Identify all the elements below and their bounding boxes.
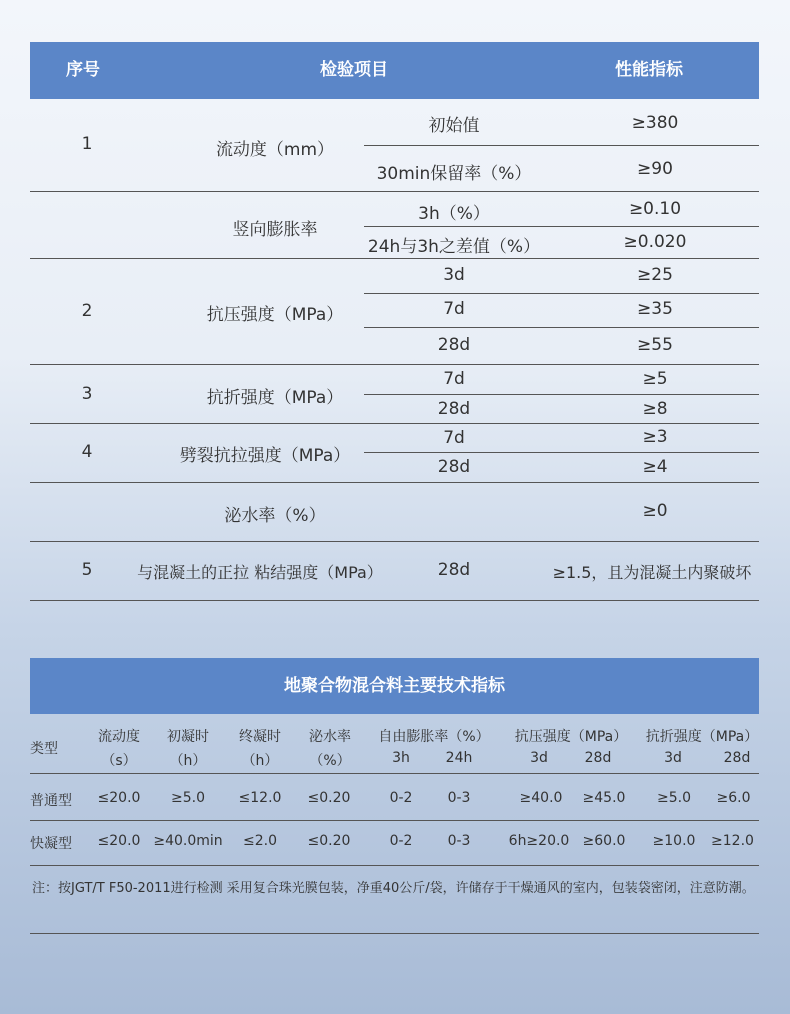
cell-flow: ≤20.0 <box>97 790 141 806</box>
col-flexural-28d: 28d <box>723 750 751 766</box>
row5-name: 劈裂抗拉强度（MPa） <box>179 446 351 466</box>
table-header <box>30 42 759 99</box>
divider <box>30 258 759 259</box>
row3-sub-a: 3d <box>443 265 465 285</box>
cell-flex-28d: ≥6.0 <box>716 790 751 806</box>
col-init-unit: （h） <box>169 753 207 769</box>
row-type: 快凝型 <box>30 836 72 852</box>
row1-no: 1 <box>81 134 93 154</box>
cell-comp-3d: 6h≥20.0 <box>508 833 570 849</box>
footnote: 注：按JGT/T F50-2011进行检测 采用复合珠光膜包装，净重40公斤/袋，许储存于干燥通风的室内，包装袋密闭，注意防潮。 <box>32 881 755 896</box>
cell-init: ≥5.0 <box>171 790 205 806</box>
row4-sub-a: 7d <box>443 369 465 389</box>
row1-name: 流动度（mm） <box>215 140 335 160</box>
divider <box>30 191 759 192</box>
divider <box>30 482 759 483</box>
col-bleed: 泌水率 <box>309 729 351 745</box>
row3-val-b: ≥35 <box>637 299 673 319</box>
col-expansion-24h: 24h <box>445 750 473 766</box>
divider <box>364 394 759 395</box>
col-compressive-28d: 28d <box>584 750 612 766</box>
row2-sub-a: 3h（%） <box>418 204 490 224</box>
row6-name: 泌水率（%） <box>224 506 326 526</box>
table2-title-bar <box>30 658 759 714</box>
cell-flow: ≤20.0 <box>97 833 141 849</box>
header-no: 序号 <box>66 60 100 80</box>
row2-val-b: ≥0.020 <box>623 232 687 252</box>
cell-flex-3d: ≥10.0 <box>652 833 696 849</box>
divider <box>30 865 759 866</box>
cell-exp-3h: 0-2 <box>389 833 413 849</box>
cell-flex-28d: ≥12.0 <box>711 833 754 849</box>
cell-comp-28d: ≥60.0 <box>582 833 626 849</box>
row5-sub-a: 7d <box>443 428 465 448</box>
row3-val-c: ≥55 <box>637 335 673 355</box>
col-flow: 流动度 <box>98 729 140 745</box>
cell-comp-3d: ≥40.0 <box>519 790 563 806</box>
col-compressive-3d: 3d <box>530 750 548 766</box>
col-final: 终凝时 <box>239 729 281 745</box>
cell-exp-24h: 0-3 <box>447 833 471 849</box>
divider <box>30 600 759 601</box>
cell-exp-3h: 0-2 <box>389 790 413 806</box>
cell-flex-3d: ≥5.0 <box>657 790 691 806</box>
row7-val: ≥1.5，且为混凝土内聚破坏 <box>552 563 752 582</box>
divider <box>364 145 759 146</box>
row5-val-b: ≥4 <box>642 457 668 477</box>
row3-sub-b: 7d <box>443 299 465 319</box>
header-item: 检验项目 <box>320 60 388 80</box>
divider <box>30 773 759 774</box>
cell-final: ≤12.0 <box>238 790 282 806</box>
row4-sub-b: 28d <box>437 399 471 419</box>
col-type: 类型 <box>30 741 58 757</box>
col-flow-unit: （s） <box>101 753 137 769</box>
row3-sub-c: 28d <box>437 335 471 355</box>
cell-exp-24h: 0-3 <box>447 790 471 806</box>
col-bleed-unit: （%） <box>309 753 351 769</box>
cell-init: ≥40.0min <box>153 833 223 849</box>
divider <box>30 820 759 821</box>
divider <box>30 933 759 934</box>
cell-final: ≤2.0 <box>243 833 277 849</box>
row-type: 普通型 <box>30 793 72 809</box>
header-spec: 性能指标 <box>615 60 683 80</box>
row5-no: 4 <box>81 442 93 462</box>
row2-name: 竖向膨胀率 <box>232 220 318 240</box>
row2-sub-b: 24h与3h之差值（%） <box>367 237 541 257</box>
divider <box>30 364 759 365</box>
row1-sub-a: 初始值 <box>428 116 480 136</box>
divider <box>30 423 759 424</box>
col-expansion-3h: 3h <box>392 750 410 766</box>
col-init: 初凝时 <box>167 729 209 745</box>
row1-val-a: ≥380 <box>631 113 679 133</box>
row5-val-a: ≥3 <box>642 427 668 447</box>
row4-val-b: ≥8 <box>642 399 668 419</box>
divider <box>364 327 759 328</box>
row4-name: 抗折强度（MPa） <box>206 388 344 408</box>
row3-name: 抗压强度（MPa） <box>206 305 344 325</box>
row4-no: 3 <box>81 384 93 404</box>
row7-name: 与混凝土的正拉 粘结强度（MPa） <box>137 563 383 582</box>
row3-val-a: ≥25 <box>637 265 673 285</box>
divider <box>364 293 759 294</box>
row3-no: 2 <box>81 301 93 321</box>
col-expansion: 自由膨胀率（%） <box>378 729 490 745</box>
row7-no: 5 <box>81 560 93 580</box>
row1-val-b: ≥90 <box>637 159 673 179</box>
divider <box>30 541 759 542</box>
col-flexural-3d: 3d <box>664 750 682 766</box>
cell-bleed: ≤0.20 <box>307 790 351 806</box>
col-final-unit: （h） <box>241 753 279 769</box>
row6-val: ≥0 <box>642 501 668 521</box>
row7-sub: 28d <box>437 560 471 580</box>
col-compressive: 抗压强度（MPa） <box>514 729 628 745</box>
row5-sub-b: 28d <box>437 457 471 477</box>
cell-bleed: ≤0.20 <box>307 833 351 849</box>
divider <box>364 452 759 453</box>
table2-title: 地聚合物混合料主要技术指标 <box>284 676 505 696</box>
cell-comp-28d: ≥45.0 <box>582 790 626 806</box>
row4-val-a: ≥5 <box>642 369 668 389</box>
row1-sub-b: 30min保留率（%） <box>376 164 532 184</box>
col-flexural: 抗折强度（MPa） <box>645 729 759 745</box>
divider <box>364 226 759 227</box>
row2-val-a: ≥0.10 <box>628 199 682 219</box>
